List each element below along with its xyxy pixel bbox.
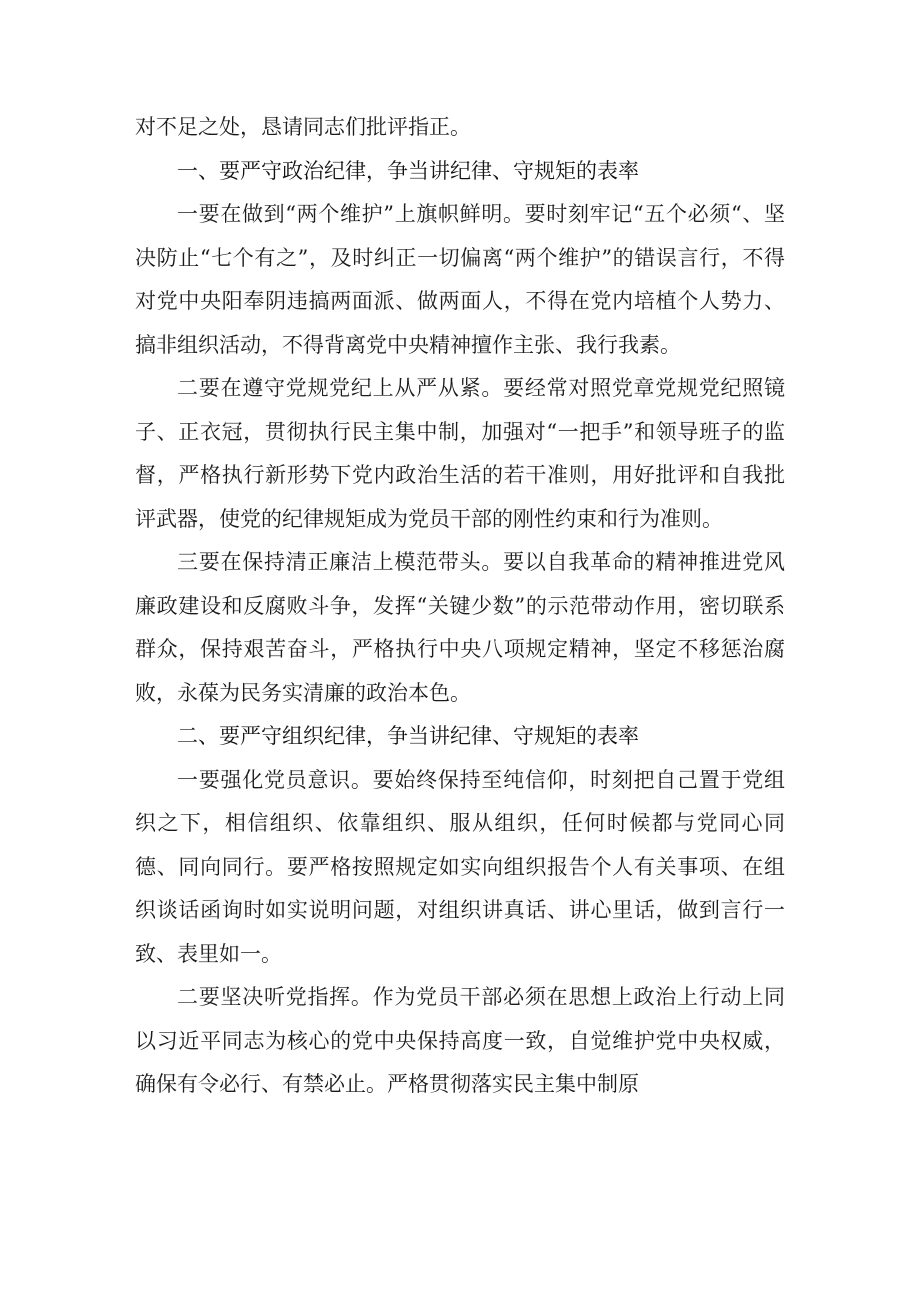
paragraph-party-awareness: 一要强化党员意识。要始终保持至纯信仰，时刻把自己置于党组织之下，相信组织、依靠组织、服从组织，任何时候都与党同心同德、同向同行。要严格按照规定如实向组织报告个人有关事项、在组织谈话函询时如实说明问题，对组织讲真话、讲心里话，做到言行一致、表里如一。 [135, 767, 785, 966]
paragraph-two-safeguards: 一要在做到“两个维护”上旗帜鲜明。要时刻牢记“五个必须“、坚决防止“七个有之”，及时纠正一切偏离“两个维护”的错误言行，不得对党中央阳奉阴违搞两面派、做两面人，不得在党内培植个人势力、搞非组织活动，不得背离党中央精神擅作主张、我行我素。 [135, 202, 785, 357]
paragraph-follow-party-command: 二要坚决听党指挥。作为党员干部必须在思想上政治上行动上同以习近平同志为核心的党中央保持高度一致，自觉维护党中央权威，确保有令必行、有禁必止。严格贯彻落实民主集中制原 [135, 985, 785, 1096]
paragraph-party-rules: 二要在遵守党规党纪上从严从紧。要经常对照党章党规党纪照镜子、正衣冠，贯彻执行民主集中制，加强对“一把手”和领导班子的监督，严格执行新形势下党内政治生活的若干准则，用好批评和自我批评武器，使党的纪律规矩成为党员干部的刚性约束和行为准则。 [135, 376, 785, 531]
section-heading-organizational-discipline: 二、要严守组织纪律，争当讲纪律、守规矩的表率 [177, 724, 639, 748]
document-body [135, 106, 785, 1107]
paragraph-closing-remark: 对不足之处，恳请同志们批评指正。 [135, 115, 471, 139]
paragraph-integrity: 三要在保持清正廉洁上模范带头。要以自我革命的精神推进党风廉政建设和反腐败斗争，发挥“关键少数”的示范带动作用，密切联系群众，保持艰苦奋斗，严格执行中央八项规定精神，坚定不移惩治腐败，永葆为民务实清廉的政治本色。 [135, 550, 785, 705]
section-heading-political-discipline: 一、要严守政治纪律，争当讲纪律、守规矩的表率 [177, 158, 639, 183]
